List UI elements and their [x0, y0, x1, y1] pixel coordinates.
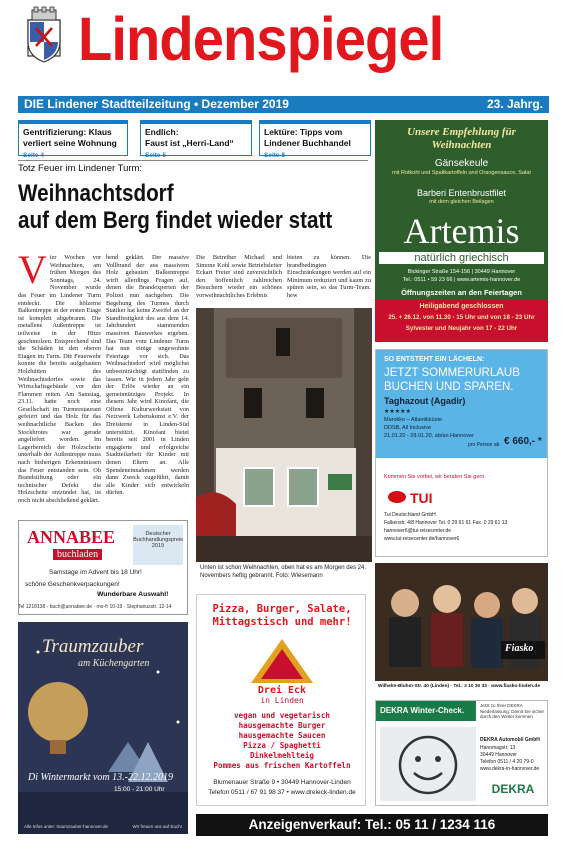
- tui-shop-mail: hannover6@tui-reisecenter.de: [384, 528, 452, 534]
- tui-price: € 660,- *: [504, 436, 542, 447]
- menu-item: vegan und vegetarisch: [233, 711, 330, 720]
- artemis-headline: Unsere Empfehlung für Weihnachten: [407, 126, 516, 151]
- ad-dreieck[interactable]: [196, 594, 366, 806]
- dreieck-brand: Drei Eck: [257, 685, 307, 696]
- menu-item: hausgemachte Burger: [238, 721, 326, 730]
- subtitle-bar: [18, 96, 549, 113]
- artemis-hours-1: Heiligabend geschlossen: [419, 303, 504, 310]
- tui-hotel: Taghazout (Agadir): [384, 396, 466, 406]
- city-crest-icon: [22, 6, 66, 64]
- dekra-web: www.dekra-in-hannover.de: [480, 766, 540, 772]
- tui-brand: TUI: [410, 490, 433, 506]
- teaser-page-ref: Seite 8: [264, 152, 285, 159]
- artemis-hours-3: Sylvester und Neujahr von 17 - 22 Uhr: [405, 325, 518, 332]
- traumzauber-subtitle: am Küchengarten: [78, 658, 150, 669]
- ad-traumzauber[interactable]: [18, 622, 188, 834]
- ad-fiasko[interactable]: [375, 563, 548, 693]
- ad-tui[interactable]: [375, 349, 548, 557]
- dekra-address-2: 30449 Hannover: [480, 752, 517, 758]
- ad-dekra[interactable]: [375, 700, 548, 806]
- column-text: bieten zu können. Die brandbedingten Einschränkungen werden auf ein Minimum reduziert und kaum zu spüren sein, so das Turm-Team. hew: [287, 254, 371, 299]
- dreieck-headline: Pizza, Burger, Salate, Mittagstisch und mehr!: [212, 603, 352, 628]
- traumzauber-footer-left: Alle Infos unter: traumzauber-hannover.de: [24, 824, 109, 829]
- article-headline: [18, 180, 333, 234]
- volume-label: 23. Jahrg.: [486, 97, 543, 111]
- teaser-page-ref: Seite 4: [23, 152, 44, 159]
- dekra-blurb: Jetzt zu Ihrer DEKRA Niederlassung: Damit Sie sicher durch den Winter kommen.: [480, 703, 545, 719]
- dekra-brand: DEKRA: [491, 782, 535, 796]
- teaser-gentrification[interactable]: [18, 120, 128, 159]
- fiasko-brand: Fiasko: [505, 643, 534, 654]
- paper-subtitle: DIE Lindener Stadtteilzeitung • Dezember 2019: [24, 97, 289, 111]
- menu-item: Pizza / Spaghetti: [243, 741, 321, 750]
- ad-artemis[interactable]: [375, 120, 548, 342]
- teaser-line1: Endlich:: [145, 127, 179, 137]
- article-column-3: [196, 254, 282, 304]
- dreieck-menu-list: [197, 711, 366, 771]
- teaser-page-ref: Seite 5: [145, 152, 166, 159]
- traumzauber-title: Traumzauber: [42, 636, 144, 657]
- artemis-address: Bickinger Straße 154-156 | 30449 Hannover: [407, 269, 516, 275]
- dreieck-logo-icon: [249, 637, 315, 685]
- annabee-brand-sub: buchladen: [53, 549, 102, 560]
- article-kicker: Totz Feuer im Lindener Turm:: [18, 163, 143, 174]
- article-column-4: [287, 254, 371, 304]
- teaser-faust[interactable]: [140, 120, 252, 159]
- headline-line1: Weihnachtsdorf: [18, 180, 174, 207]
- tui-headline-1: JETZT SOMMERURLAUB: [384, 367, 520, 379]
- teaser-line1: Lektüre: Tipps vom: [264, 127, 343, 137]
- masthead: [0, 0, 562, 92]
- artemis-brand: Artemis: [403, 211, 520, 251]
- paper-title: Lindenspiegel: [78, 5, 444, 73]
- tui-price-label: pro Person ab: [468, 442, 500, 448]
- tui-shop-web: www.tui-reisecenter.de/hannover6: [384, 536, 460, 542]
- tui-kicker: SO ENTSTEHT EIN LÄCHELN:: [384, 356, 485, 363]
- dreieck-address: Blumenauer Straße 9 • 30449 Hannover-Linden: [213, 779, 351, 786]
- article-column-2: [106, 254, 189, 508]
- dropcap: V: [18, 254, 47, 292]
- teaser-books[interactable]: [259, 120, 371, 159]
- dekra-address-1: Hanomagstr. 13: [480, 745, 516, 751]
- dreieck-contact: Telefon 0511 / 67 91 98 37 • www.dreieck-linden.de: [208, 789, 356, 796]
- teaser-line2: verliert seine Wohnung: [23, 138, 117, 148]
- dekra-company: DEKRA Automobil GmbH: [480, 737, 540, 743]
- column-text: ier Wochen vor Weihnachten, am frühen Morgen des Sonntags, 24. November wurde das Feuer im Lindener Turm entdeckt. Die hölzerne Balkentreppe in der ersten Etage ist komplett abgebrannt. Die metallene Außentreppe ist teilweise in der Hitze geschmolzen. Entsprechend sind die Schäden in den oberen Etagen im Turm. Die Feuerwehr konnte die bereits aufgebauten Holzhütten des Weihnachtsdorfes sowie das Wirtschaftsgebäude vor den Flammen retten. Am Samstag, 23.11. hatte noch eine Gesellschaft im Turmrestaurant gefeiert und das Holz für das weihnachtliche Backen des Stockbrotes war gerade angeliefert worden. Im Lagerbereich der Holzscheite unterhalb der Außentreppe muss nach bisherigen Erkenntnissen das Feuer entstanden sein. Ob Brandstiftung oder ein technischer Defekt die Holzscheite entzündet hat, ist noch nicht abschließend geklärt.: [18, 254, 101, 504]
- dekra-title: DEKRA Winter-Check.: [376, 701, 476, 721]
- ad-annabee[interactable]: [18, 520, 188, 615]
- divider: [18, 160, 368, 161]
- annabee-line2: schöne Geschenkverpackungen!: [25, 581, 120, 588]
- artemis-dish2: Barberi Entenbrustfilet: [416, 188, 507, 198]
- annabee-brand: ANNABEE: [27, 527, 116, 547]
- column-text: Die Betreiber Michael und Simone Kohl sowie Betriebsleiter Eckart Freier sind zuversichtlich den hoffentlich zahlreichen Besuchern wieder ein schönes vorweihnachtliches Erlebnis: [196, 254, 282, 299]
- artemis-dish1: Gänsekeule: [434, 158, 489, 169]
- tui-stars: ★★★★★: [384, 409, 411, 415]
- tui-shop: Tui Deutschland GmbH: [384, 512, 436, 518]
- tui-line3: 21.01.20 - 28.01.20, ab/an Hannover: [384, 433, 474, 439]
- teaser-line1: Gentrifizierung: Klaus: [23, 127, 112, 137]
- ad-sales-bar: Anzeigenverkauf: Tel.: 05 11 / 1234 116: [196, 814, 548, 836]
- traumzauber-footer-right: Wir freuen uns auf Euch!: [132, 824, 182, 829]
- fiasko-group-photo: [375, 563, 548, 681]
- annabee-line1: Samstage im Advent bis 18 Uhr!: [49, 569, 142, 576]
- annabee-footer: Tel 1218138 · buch@annabee.de · mo-fr 10-19 · Stephanusstr. 12-14: [18, 604, 172, 610]
- column-text: bend geklärt. Der massive Vollbrand der aus massivem Holz gebauten Balkentreppe wirft allerdings Fragen auf, denen die Brandexperten der Polizei nun nachgehen. Die Begehung des Turmes durch Statiker hat keine Zweifel an der Standfestigkeit des aus dem 14. Jahrhundert stammenden massiven Bauwerkes ergeben. Das Team vom Lindener Turm hat nun einige ungewohnte Feiertage vor sich. Das Weihnachtsdorf wird möglichst unbeeinträchtigt stattfinden zu lassen. Wie in jedem Jahr geht der Erlös wieder an ein gemeinnütziges Projekt. In diesem Jahr wird Kinofant, die Offene Kulturwerkstatt von Netzwerk Lebenskunst e.V. der Dreisterne in Linden-Süd unterstützt. Kinofant bietet bereits seit 2001 in Linden engagierte und erfolgreiche Stadtteilarbeit für Kinder mit denen Eltern an. Alle Spendeneinnahmen werden dann Zweck zugeführt, damit alle Kinder sich entwickeln dürfen.: [106, 254, 189, 497]
- tower-photo-image: [196, 308, 372, 562]
- artemis-dish1-sub: mit Rotkohl und Spaltkartoffeln und Orangensauce, Salat: [392, 170, 531, 176]
- artemis-dish2-sub: mit dem gleichen Beilagen: [429, 199, 494, 205]
- dreieck-brand-sub: in Linden: [260, 696, 304, 705]
- headline-line2: auf dem Berg findet wieder statt: [18, 207, 333, 234]
- annabee-award-badge: Deutscher Buchhandlungspreis 2019: [133, 525, 183, 565]
- menu-item: Pommes aus frischen Kartoffeln: [213, 761, 351, 770]
- fiasko-footer: Wilhelm-Bluhm-Str. 40 (Linden) · Tel.: 2 10 30 33 · www.fiasko-linden.de: [375, 681, 548, 693]
- annabee-line3: Wunderbare Auswahl!: [97, 591, 169, 598]
- teaser-line2: Faust ist „Herri-Land“: [145, 138, 234, 148]
- tui-headline-2: BUCHEN UND SPAREN.: [384, 381, 514, 393]
- tui-shop-address: Falkenstr. 4/8 Hannover Tel. 0 29 61 61 Fax. 0 29 61 13: [384, 520, 508, 526]
- photo-caption: Unten ist schon Weihnachten, oben hat es am Morgen des 24. Novembers heftig gebrannt. Foto: Wiesemann: [200, 565, 366, 579]
- menu-item: hausgemachte Saucen: [238, 731, 326, 740]
- tui-note: Kommen Sie vorbei, wir beraten Sie gern.: [384, 474, 486, 480]
- teaser-line2: Lindener Buchhandel: [264, 138, 351, 148]
- traumzauber-hours: 15:00 - 21:00 Uhr: [114, 786, 165, 793]
- article-column-1: [18, 254, 101, 508]
- artemis-hours-2: 25. + 26.12. von 11.30 - 15 Uhr und von 18 - 23 Uhr: [388, 314, 535, 321]
- artemis-contact: Tel.: 0511 • 59 23 66 | www.artemis-hannover.de: [402, 277, 521, 283]
- tui-smile-icon: [388, 491, 406, 503]
- article-photo: [196, 308, 372, 562]
- tui-line1: Marokko – Atlantikküste: [384, 417, 443, 423]
- artemis-hours-title: Öffnungszeiten an den Feiertagen: [401, 288, 522, 297]
- dekra-smiley-icon: [380, 727, 476, 801]
- artemis-brand-sub: natürlich griechisch: [379, 252, 544, 264]
- tui-line2: DDSB, All Inclusive: [384, 425, 432, 431]
- traumzauber-dates: Di Wintermarkt vom 13.-22.12.2019: [28, 772, 173, 783]
- menu-item: Dinkelmehlteig: [249, 751, 314, 760]
- dekra-phone: Telefon 0511 / 4 20 79-0: [480, 759, 534, 765]
